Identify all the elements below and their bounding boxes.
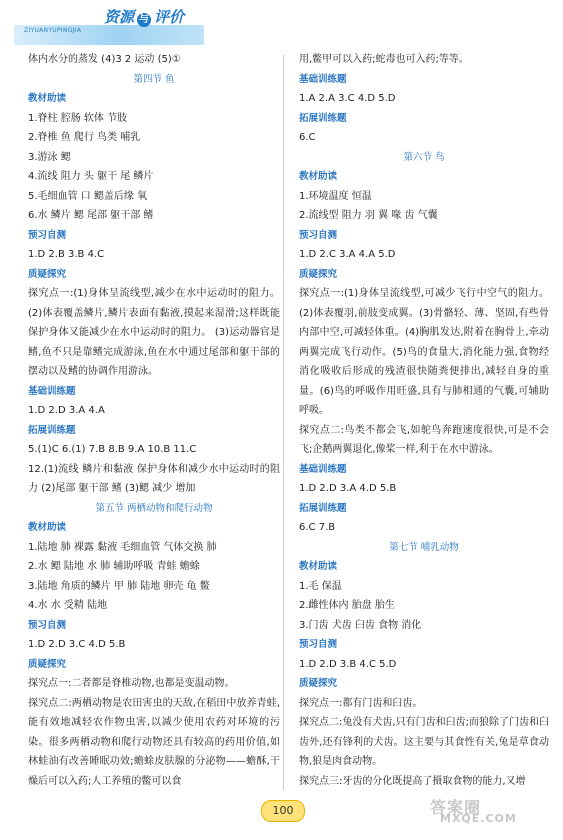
answer-line: 2.雌性体内 胎盘 胎生 [299, 600, 395, 611]
answer-line: 1.D 2.C 3.A 4.A 5.D [299, 249, 396, 260]
logo-word-1: 资源 [104, 8, 135, 26]
section-title: 第七节 哺乳动物 [389, 541, 459, 553]
page-number: 100 [261, 800, 305, 822]
subsection-label: 预习自测 [28, 619, 67, 631]
section-title: 第五节 两栖动物和爬行动物 [95, 502, 213, 514]
column-divider [283, 55, 284, 790]
answer-line: 3.陆地 角质的鳞片 甲 肺 陆地 卵壳 龟 鳖 [28, 580, 210, 592]
paragraph: 探究点一:(1)身体呈流线型,减少在水中运动时的阻力。(2)体表覆盖鳞片,鳞片表面有黏液,摸起来湿滑;这样既能保护身体又能减少在水中运动时的阻力。 (3)运动器官是鳍,鱼不只是靠鳍完成游泳,鱼在水中通过尾部和躯干部的摆动以及鳍的协调作用游泳。 [28, 288, 280, 377]
subsection-label: 质疑探究 [299, 678, 338, 689]
subsection-label: 拓展训练题 [299, 112, 347, 124]
paragraph: 探究点一:(1)身体呈流线型,可减少飞行中空气的阻力。(2)体表覆羽,前肢变成翼。(3)骨骼轻、薄、坚固,有些骨内部中空,可减轻体重。(4)胸肌发达,附着在胸骨上,牵动两翼完成飞行动作。(5)鸟的食量大,消化能力强,食物经消化吸收后形成的残渣很快随粪便排出,减轻自身的重量。(6)鸟的呼吸作用旺盛,具有与肺相通的气囊,可辅助呼吸。 [299, 288, 549, 416]
subsection-label: 教材助读 [299, 171, 338, 182]
left-column [28, 50, 280, 791]
answer-line: 2.流线型 阻力 羽 翼 喙 齿 气囊 [299, 210, 438, 221]
subsection-label: 预习自测 [299, 229, 338, 241]
logo-amp-icon: 与 [139, 14, 150, 25]
answer-line: 4.水 水 受精 陆地 [28, 600, 108, 611]
subsection-label: 教材助读 [299, 561, 338, 572]
logo-title [104, 6, 184, 27]
answer-line: 1.D 2.D 3.A 4.D 5.B [299, 483, 397, 494]
subsection-label: 质疑探究 [28, 658, 67, 670]
answer-line: 1.D 2.D 3.C 4.D 5.B [28, 639, 126, 650]
logo-subtitle: ZIYUANYUPINGJIA [24, 27, 82, 34]
paragraph: 探究点二:兔没有犬齿,只有门齿和臼齿;而狼除了门齿和臼齿外,还有锋利的犬齿。这主要与其食性有关,兔是草食动物,狼是肉食动物。 [299, 717, 549, 767]
subsection-label: 质疑探究 [28, 268, 67, 280]
subsection-label: 拓展训练题 [28, 424, 76, 436]
paragraph: 12.(1)流线 鳞片和黏液 保护身体和减少水中运动时的阻力 (2)尾部 躯干部 鳍 (3)鳃 减少 增加 [28, 463, 280, 494]
right-column [299, 50, 549, 791]
answer-line: 1.脊柱 腔肠 软体 节肢 [28, 112, 128, 124]
watermark-url: MXQE.COM [440, 812, 517, 825]
header-logo [14, 10, 214, 50]
answer-line: 4.流线 阻力 头 躯干 尾 鳞片 [28, 171, 154, 182]
answer-line: 5.毛细血管 口 鳃盖后缘 氧 [28, 190, 148, 202]
paragraph: 探究点一:二者都是脊椎动物,也都是变温动物。 [28, 678, 235, 689]
subsection-label: 预习自测 [28, 229, 67, 241]
answer-line: 5.(1)C 6.(1) 7.B 8.B 9.A 10.B 11.C [28, 444, 197, 455]
paragraph: 探究点二:两栖动物是农田害虫的天敌,在稻田中放养青蛙,能有效地减轻农作物虫害,以减少使用农药对环境的污染。很多两栖动物和爬行动物还具有较高的药用价值,如林蛙油有改善睡眠功效;蟾蜍皮肤腺的分泌物——蟾酥,干燥后可以入药;人工养殖的鳖可以食 [28, 697, 280, 787]
section-title: 第六节 鸟 [403, 151, 445, 163]
subsection-label: 教材助读 [28, 522, 67, 533]
answer-line: 6.C [299, 132, 316, 143]
answer-line: 1.D 2.D 3.A 4.A [28, 405, 105, 416]
answer-line: 6.C 7.B [299, 522, 336, 533]
answer-line: 3.门齿 犬齿 臼齿 食物 消化 [299, 619, 422, 631]
paragraph: 探究点三:牙齿的分化既提高了摄取食物的能力,又增 [299, 775, 526, 787]
subsection-label: 预习自测 [299, 639, 338, 650]
subsection-label: 教材助读 [28, 93, 67, 104]
subsection-label: 基础训练题 [299, 463, 347, 475]
answer-line: 用,鳖甲可以入药;蛇毒也可入药;等等。 [299, 54, 469, 65]
section-title: 第四节 鱼 [133, 73, 175, 85]
subsection-label: 质疑探究 [299, 268, 338, 280]
answer-line: 探究点一:都有门齿和臼齿。 [299, 697, 423, 709]
answer-line: 2.脊椎 鱼 爬行 鸟类 哺乳 [28, 132, 141, 143]
paragraph: 探究点二:鸟类不都会飞,如鸵鸟奔跑速度很快,可是不会飞;企鹅两翼退化,像桨一样,利于在水中游泳。 [299, 424, 549, 455]
answer-line: 1.环境温度 恒温 [299, 190, 372, 202]
answer-line: 6.水 鳞片 鳃 尾部 躯干部 鳍 [28, 210, 154, 221]
logo-bar [14, 25, 204, 45]
subsection-label: 拓展训练题 [299, 502, 347, 514]
answer-line: 1.D 2.B 3.B 4.C [28, 249, 105, 260]
answer-line: 1.A 2.A 3.C 4.D 5.D [299, 93, 396, 104]
answer-line: 体内水分的蒸发 (4)3 2 运动 (5)① [28, 54, 181, 65]
answer-line: 2.水 鳃 陆地 水 肺 辅助呼吸 青蛙 蟾蜍 [28, 561, 200, 572]
logo-word-2: 评价 [154, 8, 185, 26]
watermark-logo: 答案圈 [430, 798, 482, 817]
subsection-label: 基础训练题 [299, 73, 347, 85]
answer-line: 1.毛 保温 [299, 580, 342, 592]
answer-line: 1.陆地 肺 裸露 黏液 毛细血管 气体交换 肺 [28, 541, 217, 553]
subsection-label: 基础训练题 [28, 385, 76, 397]
answer-line: 3.游泳 鳃 [28, 151, 71, 163]
answer-line: 1.D 2.D 3.B 4.C 5.D [299, 658, 397, 670]
